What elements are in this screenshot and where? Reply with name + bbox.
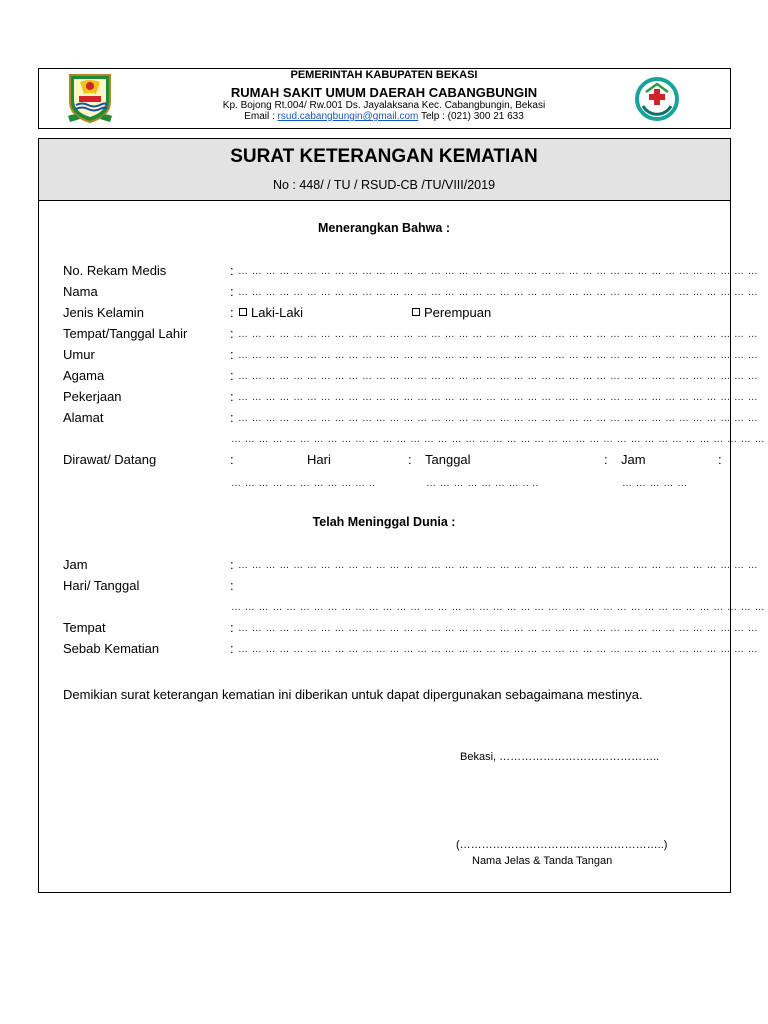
label-alamat: Alamat — [63, 410, 104, 425]
colon: : — [230, 284, 234, 299]
fill-alamat-2[interactable]: … … … … … … … … … … … … … … … … … … … … … … … … … … … … … … … … … … … … … … … — [231, 434, 766, 445]
label-pekerjaan: Pekerjaan — [63, 389, 122, 404]
label-nama: Nama — [63, 284, 98, 299]
label-jam: Jam — [621, 452, 646, 467]
label-tanggal: Tanggal — [425, 452, 471, 467]
document-title: SURAT KETERANGAN KEMATIAN — [230, 146, 538, 167]
colon: : — [230, 389, 234, 404]
label-sebab-kematian: Sebab Kematian — [63, 641, 160, 656]
fill-jam[interactable]: … … … … … — [622, 478, 688, 489]
fill-umur[interactable]: … … … … … … … … … … … … … … … … … … … … … … … … … … … … … … … … … … … … … … — [238, 350, 759, 361]
email-label: Email : — [244, 111, 278, 122]
colon: : — [230, 641, 234, 656]
label-agama: Agama — [63, 368, 105, 383]
fill-sebab-kematian[interactable]: … … … … … … … … … … … … … … … … … … … … … … … … … … … … … … … … … … … … … … — [238, 644, 759, 655]
fill-hari[interactable]: … … … … … … … … … … .. — [231, 478, 376, 489]
header-contact — [0, 111, 768, 122]
option-laki-laki[interactable] — [239, 305, 303, 320]
colon: : — [230, 410, 234, 425]
colon: : — [604, 452, 608, 467]
checkbox-icon[interactable] — [239, 308, 247, 316]
fill-nama[interactable]: … … … … … … … … … … … … … … … … … … … … … … … … … … … … … … … … … … … … … … — [238, 287, 759, 298]
signature-name-line[interactable]: (………………………………………………..) — [456, 839, 668, 851]
header-government: PEMERINTAH KABUPATEN BEKASI — [290, 69, 478, 81]
colon: : — [230, 263, 234, 278]
label-no-rekam-medis: No. Rekam Medis — [63, 263, 167, 278]
fill-jam-meninggal[interactable]: … … … … … … … … … … … … … … … … … … … … … … … … … … … … … … … … … … … … … … — [238, 560, 759, 571]
closing-paragraph: Demikian surat keterangan kematian ini diberikan untuk dapat dipergunakan sebagaimana mestinya. — [63, 687, 643, 702]
fill-ttl[interactable]: … … … … … … … … … … … … … … … … … … … … … … … … … … … … … … … … … … … … … … — [238, 329, 759, 340]
section-meninggal: Telah Meninggal Dunia : — [312, 515, 456, 529]
label-hari: Hari — [307, 452, 331, 467]
colon: : — [230, 305, 234, 320]
fill-pekerjaan[interactable]: … … … … … … … … … … … … … … … … … … … … … … … … … … … … … … … … … … … … … … — [238, 392, 759, 403]
signature-caption: Nama Jelas & Tanda Tangan — [472, 855, 613, 867]
option-perempuan[interactable] — [412, 305, 491, 320]
document-number: No : 448/ / TU / RSUD-CB /TU/VIII/2019 — [272, 178, 496, 192]
label-tempat: Tempat — [63, 620, 106, 635]
fill-agama[interactable]: … … … … … … … … … … … … … … … … … … … … … … … … … … … … … … … … … … … … … … — [238, 371, 759, 382]
checkbox-icon[interactable] — [412, 308, 420, 316]
label-tempat-tanggal-lahir: Tempat/Tanggal Lahir — [63, 326, 188, 341]
label-jenis-kelamin: Jenis Kelamin — [63, 305, 144, 320]
colon: : — [230, 368, 234, 383]
fill-tanggal[interactable]: … … … … … … … .. .. — [426, 478, 539, 489]
colon: : — [230, 557, 234, 572]
label-umur: Umur — [63, 347, 95, 362]
colon: : — [230, 452, 234, 467]
colon: : — [230, 620, 234, 635]
header-address: Kp. Bojong Rt.004/ Rw.001 Ds. Jayalaksana Kec. Cabangbungin, Bekasi — [222, 100, 546, 111]
fill-no-rekam-medis[interactable]: … … … … … … … … … … … … … … … … … … … … … … … … … … … … … … … … … … … … … … — [238, 266, 759, 277]
section-menerangkan: Menerangkan Bahwa : — [318, 221, 450, 235]
colon: : — [230, 347, 234, 362]
label-hari-tanggal: Hari/ Tanggal — [63, 578, 140, 593]
option-laki-laki-label: Laki-Laki — [251, 305, 304, 320]
colon: : — [718, 452, 722, 467]
header-hospital-name: RUMAH SAKIT UMUM DAERAH CABANGBUNGIN — [230, 85, 538, 100]
fill-alamat[interactable]: … … … … … … … … … … … … … … … … … … … … … … … … … … … … … … … … … … … … … … — [238, 413, 759, 424]
option-perempuan-label: Perempuan — [424, 305, 492, 320]
email-link[interactable]: rsud.cabangbungin@gmail.com — [277, 111, 419, 122]
colon: : — [408, 452, 412, 467]
phone-text: Telp : (021) 300 21 633 — [418, 111, 524, 122]
label-dirawat-datang: Dirawat/ Datang — [63, 452, 157, 467]
label-jam-meninggal: Jam — [63, 557, 88, 572]
colon: : — [230, 578, 234, 593]
fill-tempat[interactable]: … … … … … … … … … … … … … … … … … … … … … … … … … … … … … … … … … … … … … … — [238, 623, 759, 634]
fill-hari-tanggal[interactable]: … … … … … … … … … … … … … … … … … … … … … … … … … … … … … … … … … … … … … … … — [231, 602, 766, 613]
colon: : — [230, 326, 234, 341]
signature-place-date[interactable]: Bekasi, …………………………………….. — [460, 751, 660, 763]
